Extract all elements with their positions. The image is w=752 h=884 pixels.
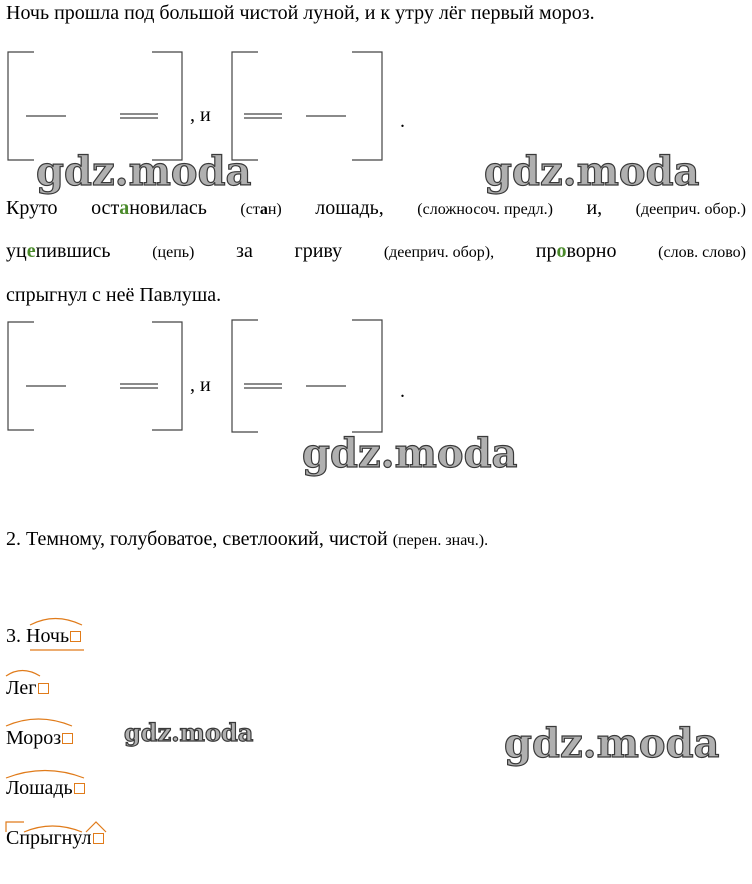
- word: лошадь,: [315, 197, 384, 219]
- sentence-scheme-2: [0, 314, 752, 434]
- zero-ending-box: [38, 683, 49, 694]
- task-3-word-moroz: Мороз: [6, 727, 73, 750]
- sentence-2-line-3: спрыгнул с неё Павлуша.: [6, 284, 222, 306]
- watermark: gdz.moda: [36, 148, 252, 195]
- scheme-2-separator: , и: [190, 374, 211, 396]
- sentence-2-line-2: [6, 240, 746, 263]
- grammar-note: (дееприч. обор),: [383, 244, 495, 261]
- highlighted-vowel: е: [26, 240, 36, 262]
- scheme-2-period: .: [400, 380, 405, 402]
- zero-ending-box: [62, 733, 73, 744]
- highlighted-vowel: а: [119, 197, 130, 219]
- task-2: 2. Темному, голубоватое, светлоокий, чистой (перен. знач.).: [6, 528, 489, 550]
- highlighted-vowel: о: [556, 240, 567, 262]
- word: и,: [586, 197, 603, 219]
- watermark: gdz.moda: [124, 718, 254, 747]
- zero-ending-box: [74, 783, 85, 794]
- check-word-note: (цепь): [152, 244, 195, 261]
- grammar-note: (слов. слово): [658, 244, 746, 261]
- word: гриву: [294, 240, 343, 262]
- check-word-note: (стан): [240, 201, 282, 218]
- zero-ending-box: [70, 631, 81, 642]
- word-ostanovilas: остановилась: [91, 197, 207, 219]
- grammar-note: (сложносоч. предл.): [417, 201, 553, 218]
- sentence-scheme-1: [0, 44, 752, 164]
- word-provorno: проворно: [535, 240, 617, 262]
- watermark: gdz.moda: [504, 720, 720, 767]
- scheme-1-period: .: [400, 110, 405, 132]
- watermark: gdz.moda: [302, 430, 518, 477]
- task-3-word-sprygnul: Спрыгнул: [6, 827, 104, 850]
- sentence-1: Ночь прошла под большой чистой луной, и к утру лёг первый мороз.: [6, 2, 595, 24]
- grammar-note: (дееприч. обор.): [635, 201, 746, 218]
- grammar-note: (перен. знач.).: [392, 532, 489, 549]
- word: за: [236, 240, 253, 262]
- task-3-word-noch: 3. Ночь: [6, 625, 81, 648]
- watermark: gdz.moda: [484, 148, 700, 195]
- task-3-word-leg: Лег: [6, 677, 49, 700]
- word: Круто: [6, 197, 58, 219]
- word-ucepivshis: уцепившись: [6, 240, 111, 262]
- scheme-1-separator: , и: [190, 104, 211, 126]
- sentence-2-line-1: [6, 197, 746, 220]
- zero-ending-box: [93, 833, 104, 844]
- task-3-word-loshad: Лошадь: [6, 777, 85, 800]
